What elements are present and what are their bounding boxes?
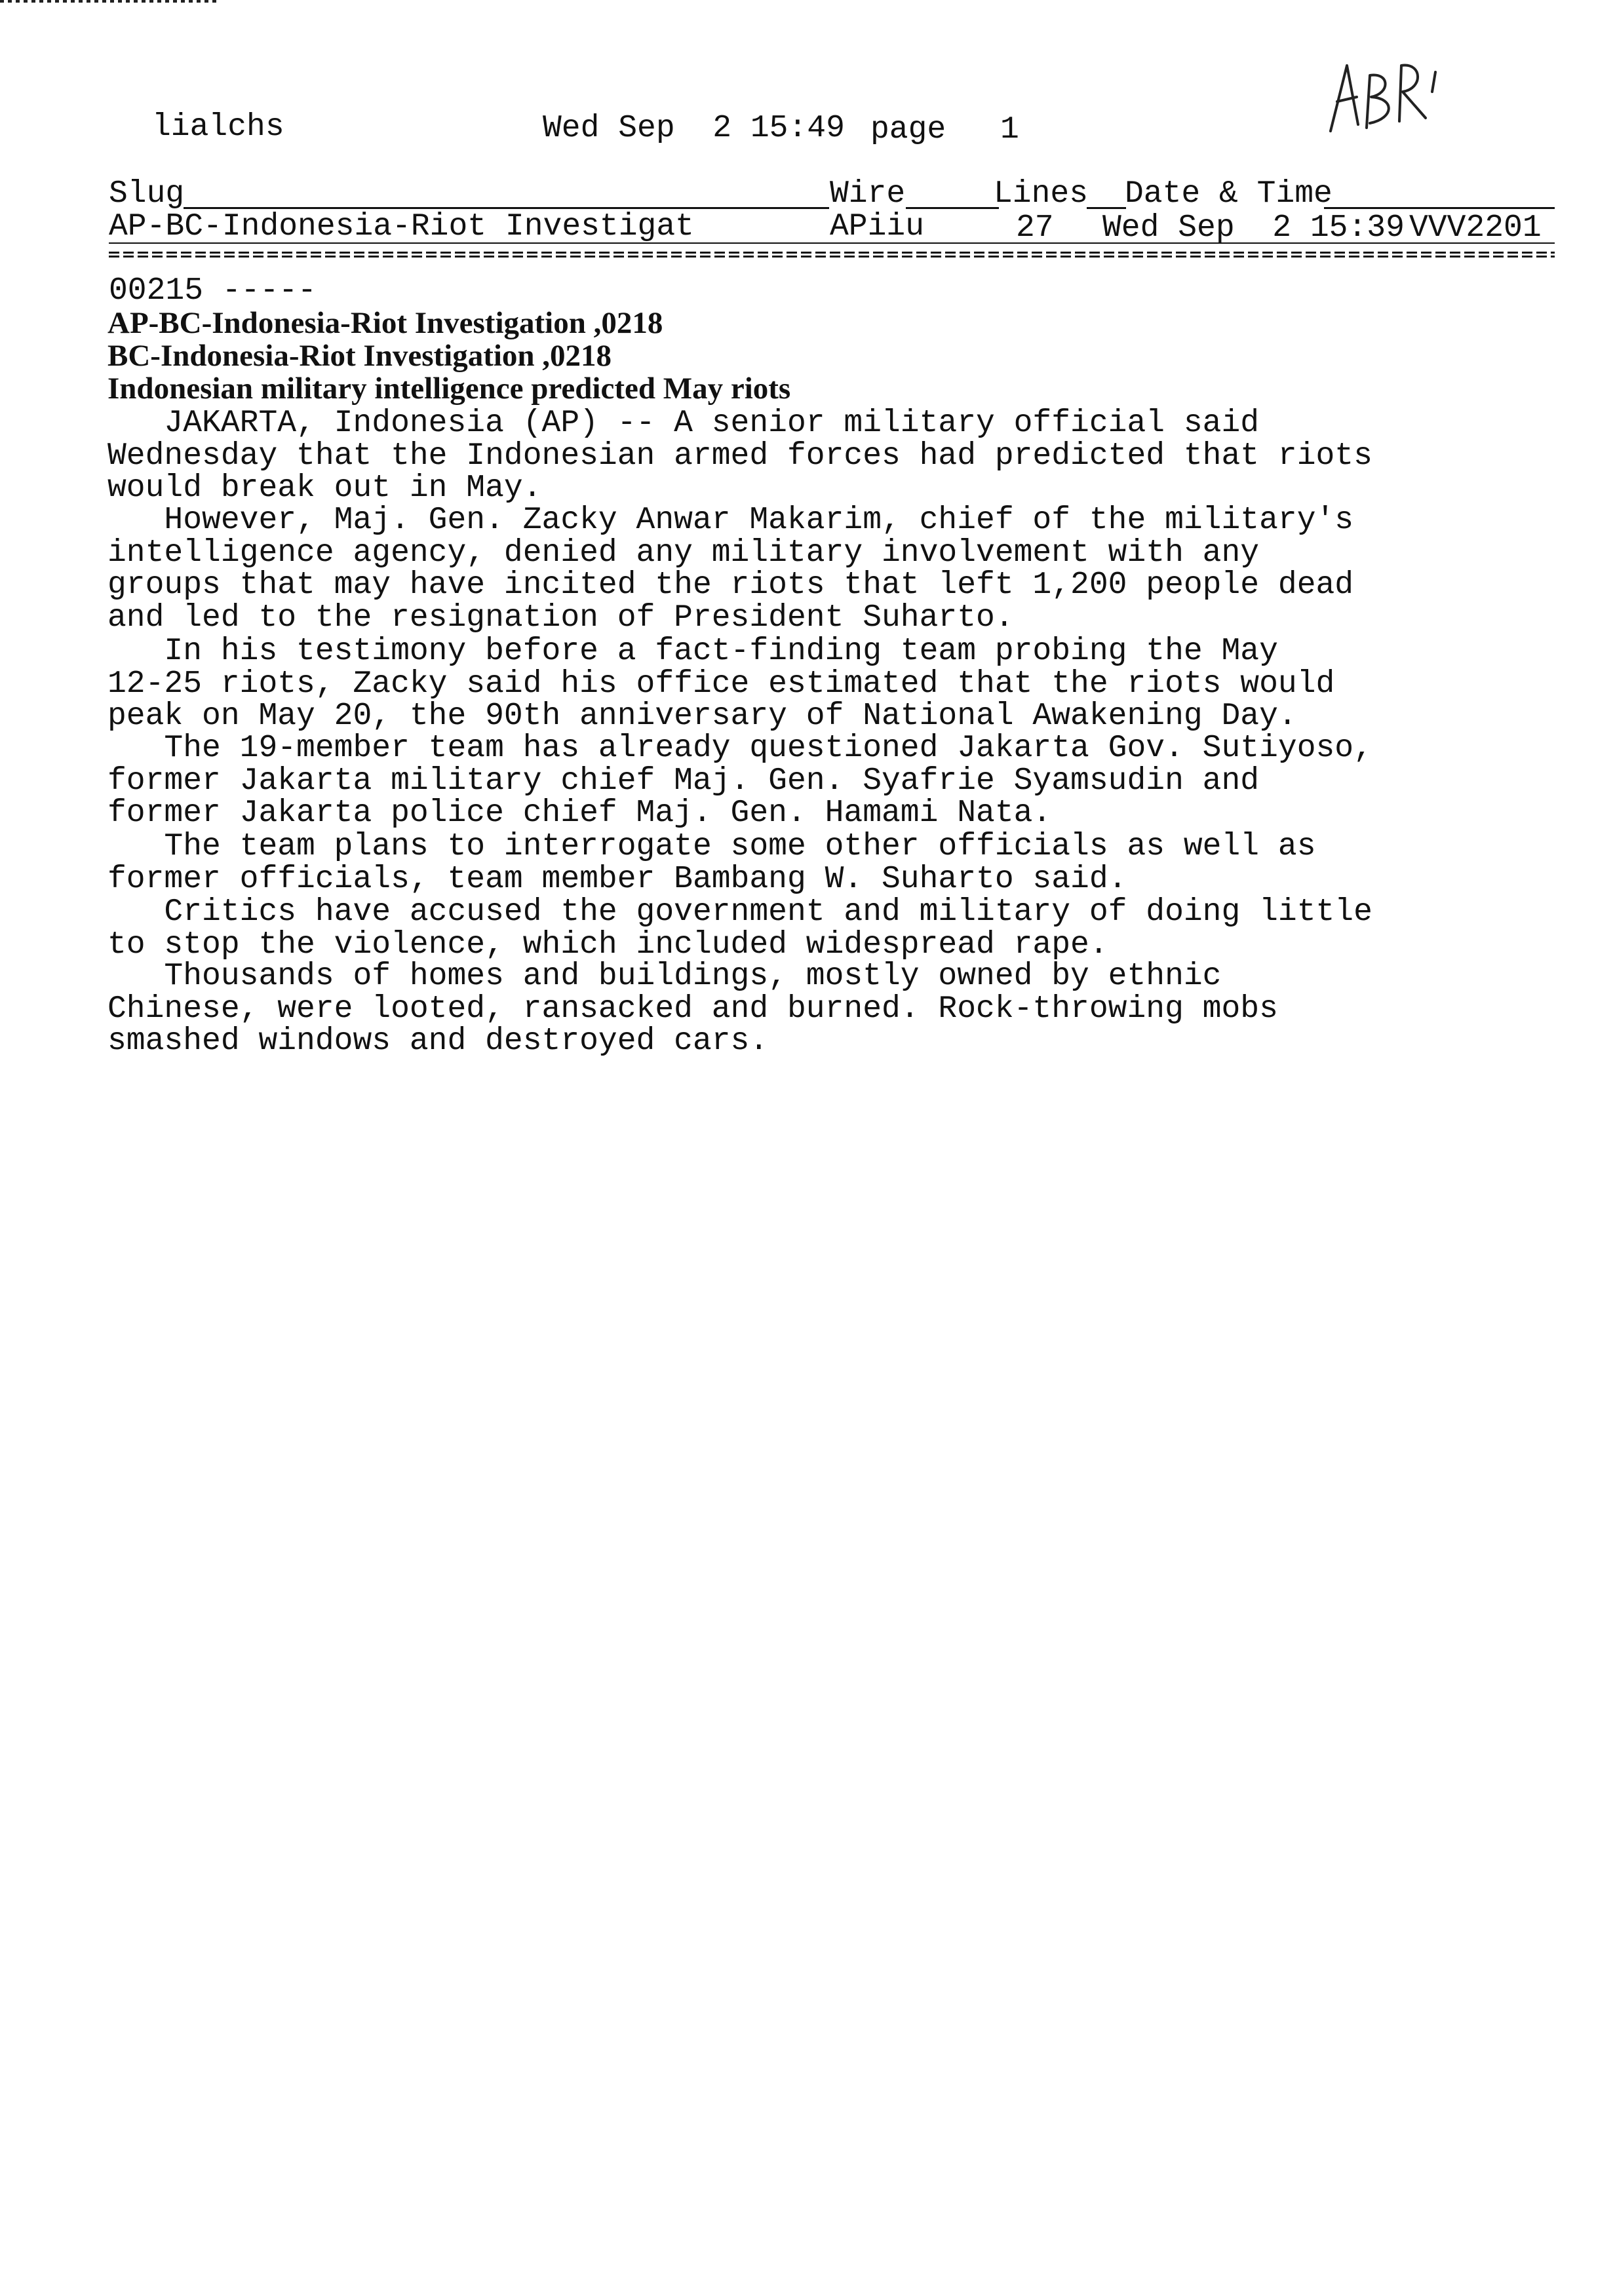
paragraph-line: groups that may have incited the riots that left 1,200 people dead bbox=[107, 567, 1354, 603]
record-datetime: Wed Sep 2 15:39 bbox=[1102, 210, 1405, 246]
story-paragraph bbox=[107, 636, 1418, 733]
record-slug: AP-BC-Indonesia-Riot Investigat bbox=[109, 209, 694, 244]
paragraph-line: intelligence agency, denied any military involvement with any bbox=[107, 535, 1260, 571]
record-lines: 27 bbox=[1016, 210, 1054, 246]
paragraph-line: The 19-member team has already questioned Jakarta Gov. Sutiyoso, bbox=[107, 731, 1372, 766]
paragraph-line: Chinese, were looted, ransacked and burned. Rock-throwing mobs bbox=[107, 991, 1278, 1027]
page-label: page bbox=[870, 112, 946, 147]
story-paragraph bbox=[107, 896, 1418, 961]
lines-column-header: Lines bbox=[994, 176, 1089, 212]
user-id: lialchs bbox=[152, 109, 284, 145]
handwritten-initials bbox=[1317, 52, 1449, 138]
print-timestamp: Wed Sep 2 15:49 bbox=[543, 111, 845, 146]
story-paragraph bbox=[107, 408, 1418, 505]
paragraph-line: However, Maj. Gen. Zacky Anwar Makarim, chief of the military's bbox=[107, 503, 1354, 538]
paragraph-line: former Jakarta military chief Maj. Gen. Syafrie Syamsudin and bbox=[107, 763, 1260, 799]
story-paragraph bbox=[107, 831, 1418, 896]
datetime-underline bbox=[1324, 207, 1555, 209]
story-paragraph bbox=[107, 733, 1418, 830]
record-code: VVV2201 bbox=[1409, 210, 1542, 246]
wire-column-header: Wire bbox=[830, 176, 906, 212]
story-paragraph bbox=[107, 505, 1418, 634]
paragraph-line: smashed windows and destroyed cars. bbox=[107, 1024, 769, 1059]
scan-edge-mark bbox=[0, 0, 216, 3]
paragraph-line: former officials, team member Bambang W. Suharto said. bbox=[107, 861, 1127, 897]
paragraph-line: Thousands of homes and buildings, mostly owned by ethnic bbox=[107, 959, 1222, 994]
paragraph-line: to stop the violence, which included widespread rape. bbox=[107, 927, 1108, 963]
page-number: 1 bbox=[1000, 112, 1019, 147]
paragraph-line: 12-25 riots, Zacky said his office estimated that the riots would bbox=[107, 666, 1335, 702]
record-wire: APiiu bbox=[830, 209, 925, 244]
story-paragraph bbox=[107, 961, 1418, 1058]
datetime-column-header: Date & Time bbox=[1125, 176, 1333, 212]
story-headline-2: BC-Indonesia-Riot Investigation ,0218 bbox=[107, 339, 612, 373]
slug-column-header: Slug bbox=[109, 176, 185, 212]
paragraph-line: former Jakarta police chief Maj. Gen. Hamami Nata. bbox=[107, 795, 1052, 831]
paragraph-line: The team plans to interrogate some other officials as well as bbox=[107, 829, 1316, 864]
paragraph-line: Critics have accused the government and military of doing little bbox=[107, 894, 1372, 930]
story-id-line: 00215 ----- bbox=[109, 273, 317, 309]
double-dash-separator bbox=[109, 252, 1555, 258]
record-underline bbox=[109, 242, 1555, 244]
paragraph-line: would break out in May. bbox=[107, 470, 542, 506]
story-headline-1: AP-BC-Indonesia-Riot Investigation ,0218 bbox=[107, 306, 663, 340]
paragraph-line: and led to the resignation of President Suharto. bbox=[107, 600, 1014, 636]
story-headline-3: Indonesian military intelligence predicted May riots bbox=[107, 372, 791, 406]
paragraph-line: JAKARTA, Indonesia (AP) -- A senior military official said bbox=[107, 406, 1260, 441]
lines-underline bbox=[1087, 207, 1126, 209]
paragraph-line: Wednesday that the Indonesian armed forces had predicted that riots bbox=[107, 438, 1372, 474]
paragraph-line: In his testimony before a fact-finding team probing the May bbox=[107, 634, 1278, 669]
paragraph-line: peak on May 20, the 90th anniversary of National Awakening Day. bbox=[107, 698, 1297, 734]
